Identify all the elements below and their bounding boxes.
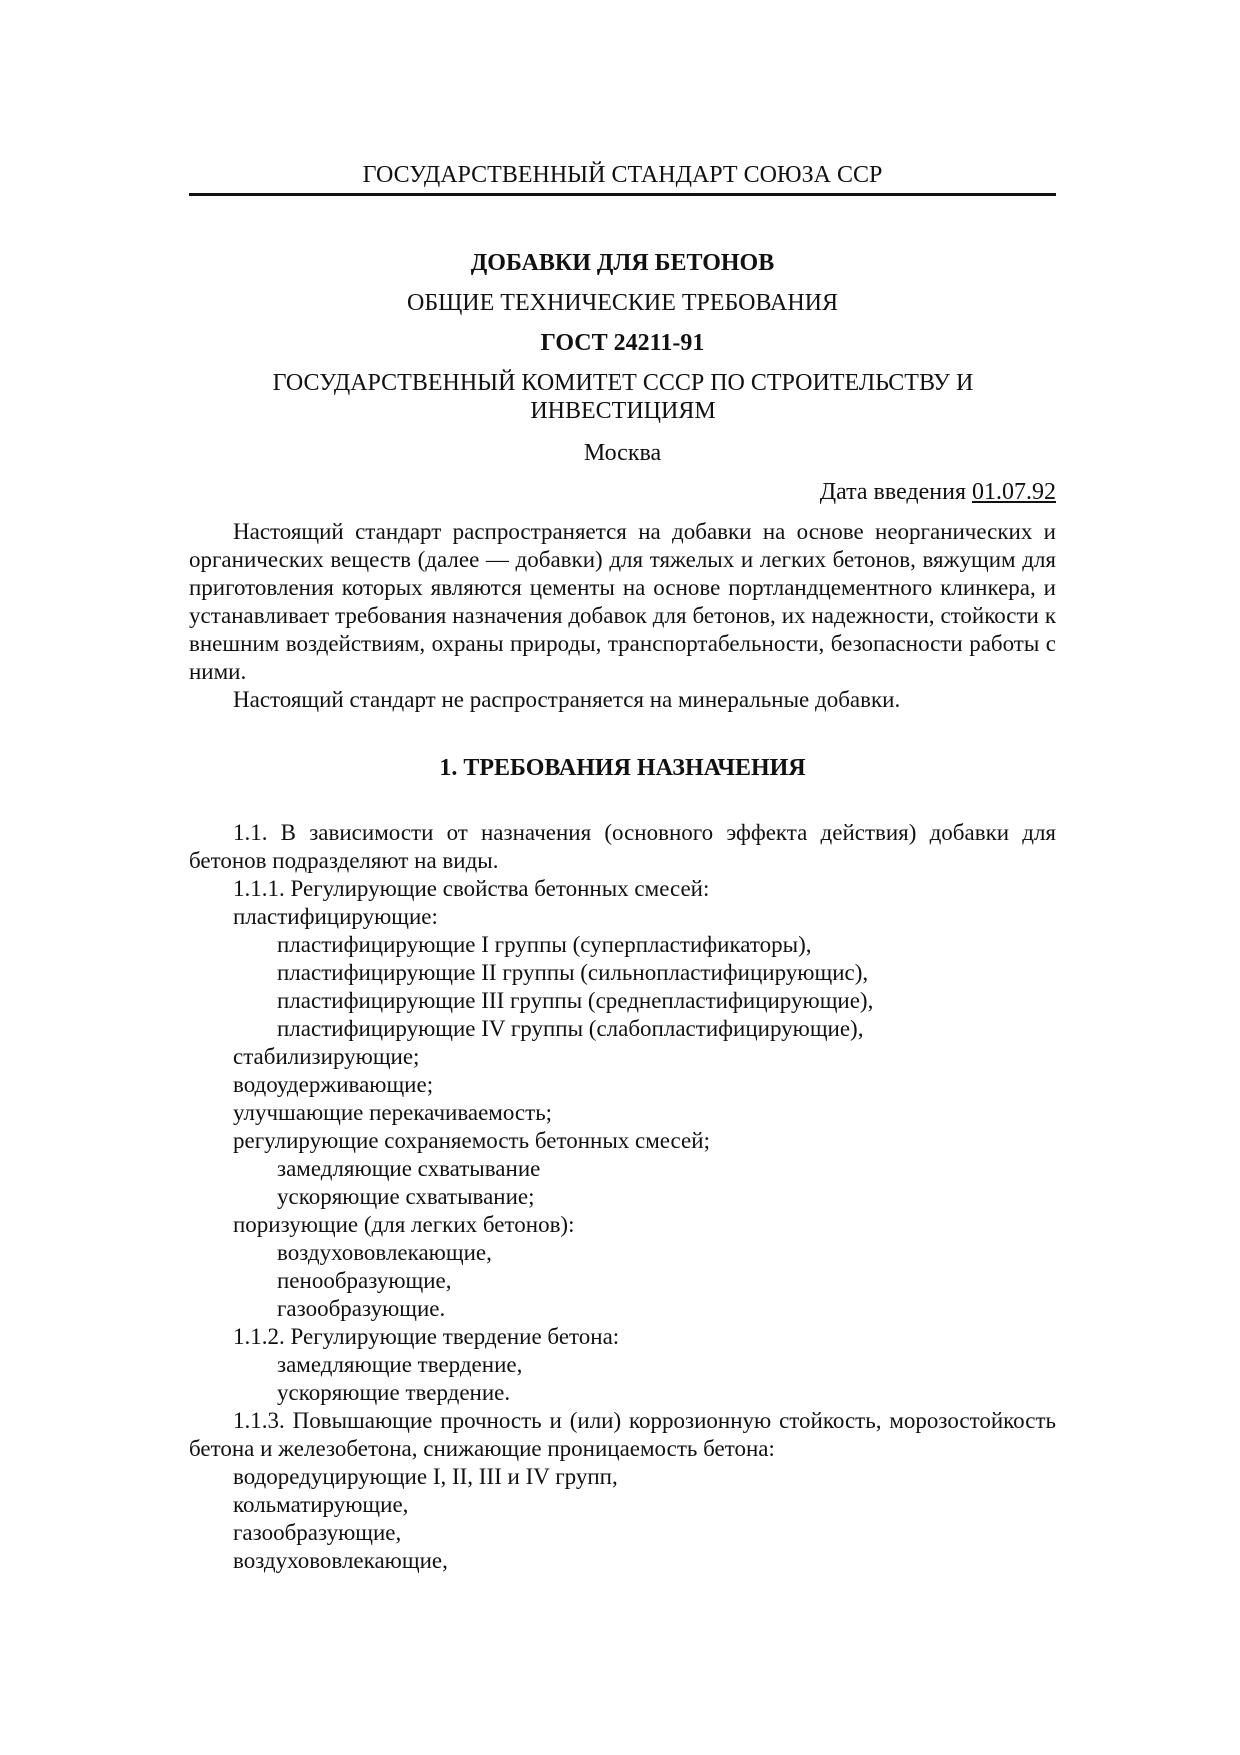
list-subitem: замедляющие схватывание [277, 1156, 541, 1181]
list-subitem: пластифицирующие I группы (суперпластификаторы), [277, 932, 812, 957]
list-subitem: пластифицирующие III группы (среднепластифицирующие), [277, 988, 874, 1013]
list-item: водоудерживающие; [233, 1072, 434, 1097]
introduction-date [189, 477, 1056, 507]
list-subitem: замедляющие твердение, [277, 1352, 523, 1377]
standard-header: ГОСУДАРСТВЕННЫЙ СТАНДАРТ СОЮЗА ССР [362, 162, 883, 188]
list-subitem: пластифицирующие IV группы (слабопластифицирующие), [277, 1016, 864, 1041]
list-subitem: ускоряющие твердение. [277, 1380, 511, 1405]
introduction-date-label: Дата введения [819, 479, 972, 505]
list-item: регулирующие сохраняемость бетонных смесей; [233, 1128, 710, 1153]
list-subitem: пенообразующие, [277, 1268, 452, 1293]
document-title: ДОБАВКИ ДЛЯ БЕТОНОВ [470, 250, 775, 276]
document-subtitle: ОБЩИЕ ТЕХНИЧЕСКИЕ ТРЕБОВАНИЯ [406, 290, 838, 316]
intro-paragraph: Настоящий стандарт распространяется на добавки на основе неорганических и органических веществ (далее — добавки) для тяжелых и легких бетонов, вяжущим для приготовления которых являются цементы на основе портландцементного клинкера, и устанавливает требования назначения добавок для бетонов, их надежности, стойкости к внешним воздействиям, охраны природы, транспортабельности, безопасности работы с ними. [189, 519, 1056, 684]
list-subitem: пластифицирующие II группы (сильнопластифицирующис), [277, 960, 869, 985]
publication-city: Москва [583, 440, 662, 466]
requirements-list [189, 819, 1056, 1575]
section-title: 1. ТРЕБОВАНИЯ НАЗНАЧЕНИЯ [439, 755, 806, 781]
list-subitem: ускоряющие схватывание; [277, 1184, 535, 1209]
list-item: газообразующие, [233, 1520, 402, 1545]
list-item: водоредуцирующие I, II, III и IV групп, [233, 1464, 618, 1489]
list-item: улучшающие перекачиваемость; [233, 1100, 553, 1125]
clause-1-1-3: 1.1.3. Повышающие прочность и (или) коррозионную стойкость, морозостойкость бетона и железобетона, снижающие проницаемость бетона: [189, 1408, 1056, 1461]
list-item: воздухововлекающие, [233, 1548, 448, 1573]
list-item: поризующие (для легких бетонов): [233, 1212, 575, 1237]
clause-1-1-2: 1.1.2. Регулирующие твердение бетона: [233, 1324, 620, 1349]
list-subitem: воздухововлекающие, [277, 1240, 492, 1265]
header-rule [189, 193, 1056, 196]
clause-1-1: 1.1. В зависимости от назначения (основного эффекта действия) добавки для бетонов подразделяют на виды. [189, 820, 1056, 873]
clause-1-1-1: 1.1.1. Регулирующие свойства бетонных смесей: [233, 876, 710, 901]
list-subitem: газообразующие. [277, 1296, 446, 1321]
committee-name: ГОСУДАРСТВЕННЫЙ КОМИТЕТ СССР ПО СТРОИТЕЛЬСТВУ И ИНВЕСТИЦИЯМ [272, 370, 974, 424]
intro-paragraph-2: Настоящий стандарт не распространяется на минеральные добавки. [233, 687, 901, 712]
list-item: пластифицирующие: [233, 904, 438, 929]
introduction-date-value: 01.07.92 [972, 479, 1056, 505]
list-item: кольматирующие, [233, 1492, 409, 1517]
list-item: стабилизирующие; [233, 1044, 420, 1069]
gost-number: ГОСТ 24211-91 [540, 330, 705, 356]
